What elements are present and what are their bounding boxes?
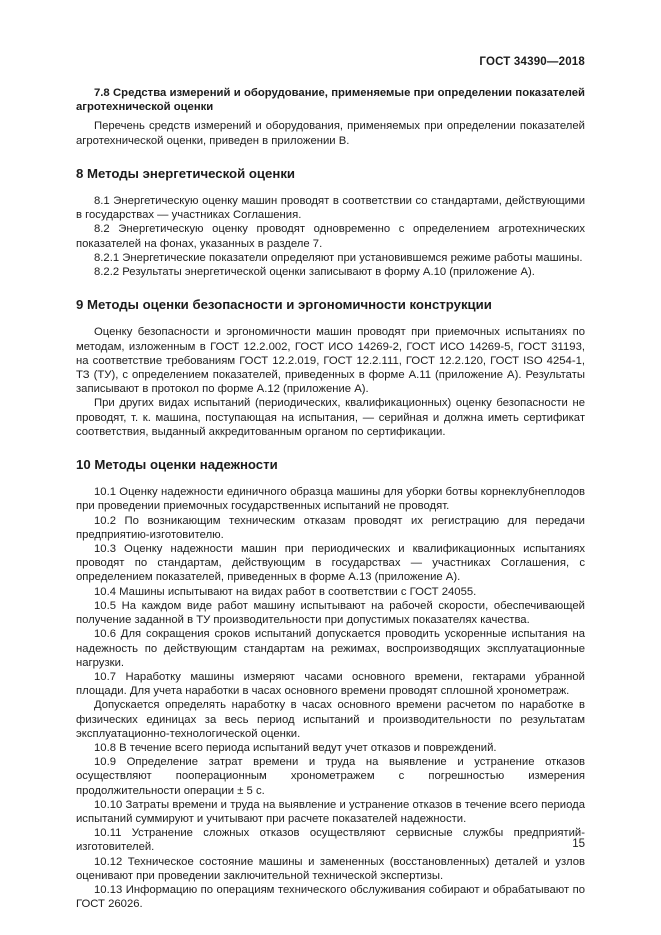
paragraph: 10.6 Для сокращения сроков испытаний допускается проводить ускоренные испытания на надежность по действующим стандартам на режимах, воспроизводящих эксплуатационные нагрузки. bbox=[76, 628, 585, 669]
paragraph: 10.2 По возникающим техническим отказам проводят их регистрацию для передачи предприятию-изготовителю. bbox=[76, 514, 585, 541]
paragraph: 10.5 На каждом виде работ машину испытывают на рабочей скорости, обеспечивающей получение заданной в ТУ производительности при допустимых показателях качества. bbox=[76, 599, 585, 627]
paragraph: 10.3 Оценку надежности машин при периодических и квалификационных испытаниях проводят по стандартам, действующим в государствах — участниках Соглашения, с определением показателей, приведенных в форме А.13 (приложение А). bbox=[76, 543, 585, 584]
section-heading: 9 Методы оценки безопасности и эргономичности конструкции bbox=[76, 297, 492, 313]
paragraph: 8.2 Энергетическую оценку проводят одновременно с определением агротехнических показателей на фонах, указанных в разделе 7. bbox=[76, 223, 585, 250]
paragraph: 10.12 Техническое состояние машины и замененных (восстановленных) деталей и узлов оценивают при проведении заключительной технической экспертизы. bbox=[76, 855, 585, 882]
paragraph: 8.2.2 Результаты энергетической оценки записывают в форму А.10 (приложение А). bbox=[94, 266, 535, 279]
page-number: 15 bbox=[572, 838, 585, 850]
paragraph: 7.8 Средства измерений и оборудование, применяемые при определении показателей агротехнической оценки bbox=[76, 87, 585, 114]
paragraph: 10.4 Машины испытывают на видах работ в соответствии с ГОСТ 24055. bbox=[94, 585, 477, 598]
paragraph: 8.1 Энергетическую оценку машин проводят в соответствии со стандартами, действующими в государствах — участниках Соглашения. bbox=[76, 195, 585, 222]
page-footer bbox=[76, 838, 585, 850]
document-body bbox=[76, 86, 585, 911]
paragraph: Оценку безопасности и эргономичности машин проводят при приемочных испытаниях по методам, изложенным в ГОСТ 12.2.002, ГОСТ ИСО 14269-2, ГОСТ ИСО 14269-5, ГОСТ 31193, на соответствие требованиям ГОСТ 12.2.019, ГОСТ 12.2.111, ГОСТ 12.2.120, ГОСТ ISO 4254-1, ТЗ (ТУ), с определением показателей, приведенных в форме А.11 (приложение А). Результаты записывают в протокол по форме А.12 (приложение А). bbox=[76, 326, 585, 396]
paragraph: Допускается определять наработку в часах основного времени расчетом по наработке в физических единицах за весь период испытаний и производительности по результатам эксплуатационно-технологической оценки. bbox=[76, 699, 585, 740]
standard-number: ГОСТ 34390—2018 bbox=[479, 56, 585, 68]
paragraph: 10.8 В течение всего периода испытаний ведут учет отказов и повреждений. bbox=[94, 741, 497, 754]
document-header bbox=[76, 56, 585, 68]
paragraph: При других видах испытаний (периодических, квалификационных) оценку безопасности не проводят, т. к. машина, поступающая на испытания, — серийная и должна иметь сертификат соответствия, выданный аккредитованным органом по сертификации. bbox=[76, 397, 585, 438]
paragraph: 10.11 Устранение сложных отказов осуществляют сервисные службы предприятий-изготовителей. bbox=[76, 827, 585, 854]
paragraph: Перечень средств измерений и оборудования, применяемых при определении показателей агротехнической оценки, приведен в приложении В. bbox=[76, 120, 585, 147]
paragraph: 10.9 Определение затрат времени и труда на выявление и устранение отказов осуществляют пооперационным хронометражем с погрешностью измерения продолжительности операции ± 5 с. bbox=[76, 756, 585, 797]
section-heading: 8 Методы энергетической оценки bbox=[76, 165, 296, 181]
paragraph: 10.10 Затраты времени и труда на выявление и устранение отказов в течение всего периода испытаний суммируют и учитывают при расчете показателей надежности. bbox=[76, 798, 585, 825]
paragraph: 10.1 Оценку надежности единичного образца машины для уборки ботвы корнеклубнеплодов при проведении приемочных государственных испытаний не проводят. bbox=[76, 486, 585, 513]
section-heading: 10 Методы оценки надежности bbox=[76, 457, 278, 473]
paragraph: 10.13 Информацию по операциям технического обслуживания собирают и обрабатывают по ГОСТ 26026. bbox=[76, 883, 585, 911]
paragraph: 8.2.1 Энергетические показатели определяют при установившемся режиме работы машины. bbox=[94, 251, 583, 264]
paragraph: 10.7 Наработку машины измеряют часами основного времени, гектарами убранной площади. Для учета наработки в часах основного времени проводят сплошной хронометраж. bbox=[76, 670, 585, 698]
